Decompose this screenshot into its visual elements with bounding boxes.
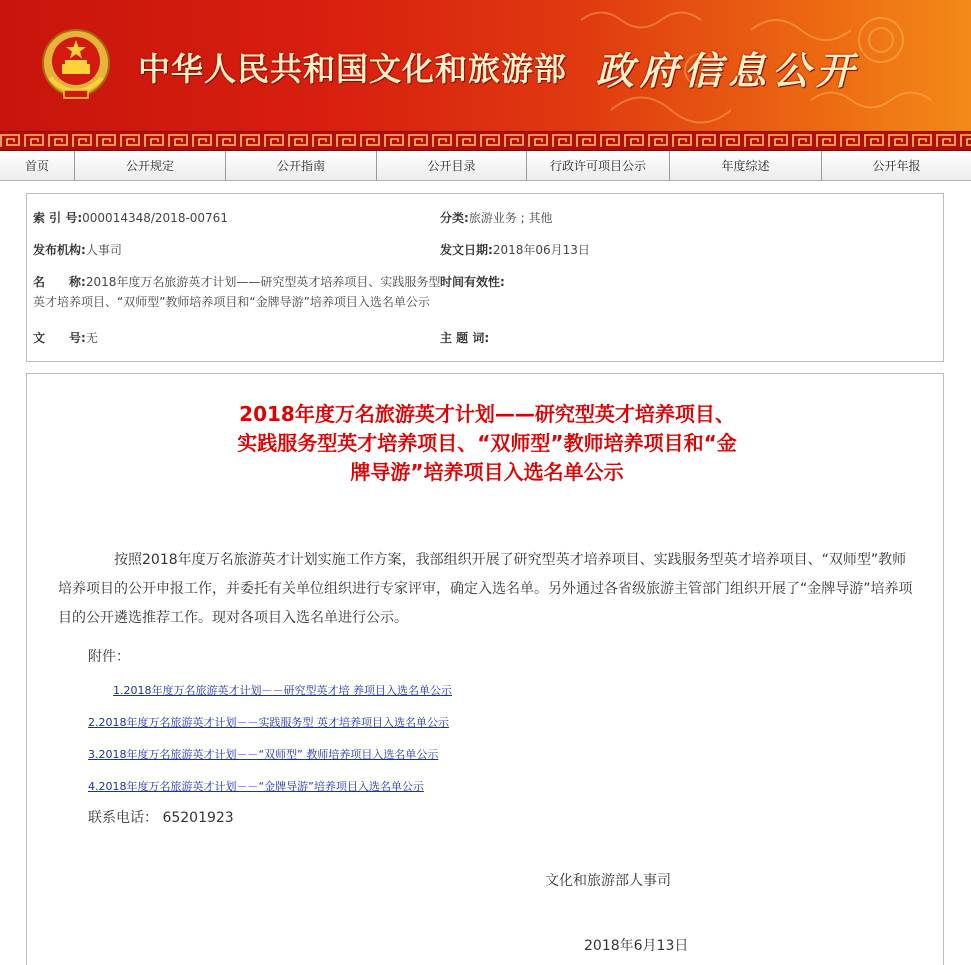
meta-category-label: 分类: xyxy=(440,211,469,225)
article-body: 按照2018年度万名旅游英才计划实施工作方案，我部组织开展了研究型英才培养项目、实践服务型英才培养项目、“双师型”教师培养项目的公开申报工作，并委托有关单位组织进行专家评审，确定入选名单。另外通过各省级旅游主管部门组织开展了“金牌导游”培养项目的公开遴选推荐工作。现对各项目入选名单进行公示。 xyxy=(58,552,913,626)
document-metadata xyxy=(26,193,944,362)
meta-validity xyxy=(440,272,505,292)
meta-date xyxy=(440,240,590,260)
nav-regulations[interactable]: 公开规定 xyxy=(75,151,226,181)
meta-category-value: 旅游业务 ; 其他 xyxy=(468,211,553,225)
national-emblem-icon xyxy=(40,28,112,102)
meta-category xyxy=(440,208,553,228)
nav-annual-summary[interactable]: 年度综述 xyxy=(670,151,822,181)
meta-validity-label: 时间有效性: xyxy=(440,275,505,289)
nav-guide[interactable]: 公开指南 xyxy=(226,151,377,181)
meta-name-value: 2018年度万名旅游英才计划——研究型英才培养项目、实践服务型英才培养项目、“双师型”教师培养项目和“金牌导游”培养项目入选名单公示 xyxy=(33,275,441,309)
article-title: 2018年度万名旅游英才计划——研究型英才培养项目、实践服务型英才培养项目、“双师型”教师培养项目和“金牌导游”培养项目入选名单公示 xyxy=(237,402,737,484)
meta-date-value: 2018年06月13日 xyxy=(492,243,590,257)
contact-phone: 联系电话： 65201923 xyxy=(88,810,234,826)
meta-name xyxy=(33,272,443,312)
decorative-key-pattern xyxy=(0,132,971,150)
attachment-link-2[interactable]: 2.2018年度万名旅游英才计划－－实践服务型 英才培养项目入选名单公示 xyxy=(88,716,449,729)
signature-org: 文化和旅游部人事司 xyxy=(545,873,671,889)
article-content xyxy=(26,373,944,965)
greek-key-band xyxy=(0,131,971,151)
attachment-link-4[interactable]: 4.2018年度万名旅游英才计划－－“金牌导游”培养项目入选名单公示 xyxy=(88,780,424,793)
attachments-label: 附件： xyxy=(88,649,130,665)
nav-home[interactable]: 首页 xyxy=(0,151,75,181)
meta-index xyxy=(33,208,228,228)
meta-issuer xyxy=(33,240,122,260)
attachment-link-1[interactable]: 1.2018年度万名旅游英才计划－－研究型英才培 养项目入选名单公示 xyxy=(113,684,452,697)
meta-issuer-label: 发布机构: xyxy=(33,243,86,257)
signature-date: 2018年6月13日 xyxy=(584,938,689,954)
meta-keywords-label: 主 题 词: xyxy=(440,331,490,345)
nav-admin-license[interactable]: 行政许可项目公示 xyxy=(527,151,670,181)
main-nav xyxy=(0,151,971,181)
meta-name-label: 名 称: xyxy=(33,275,86,289)
site-subtitle: 政府信息公开 xyxy=(596,48,861,93)
attachment-link-3[interactable]: 3.2018年度万名旅游英才计划－－“双师型” 教师培养项目入选名单公示 xyxy=(88,748,439,761)
meta-keywords xyxy=(440,328,489,348)
site-header xyxy=(0,0,971,131)
meta-index-label: 索 引 号: xyxy=(33,211,83,225)
meta-docno-label: 文 号: xyxy=(33,331,86,345)
meta-date-label: 发文日期: xyxy=(440,243,493,257)
site-title: 中华人民共和国文化和旅游部 xyxy=(138,50,568,88)
meta-index-value: 000014348/2018-00761 xyxy=(82,211,228,225)
nav-annual-report[interactable]: 公开年报 xyxy=(872,159,921,173)
nav-catalog[interactable]: 公开目录 xyxy=(377,151,527,181)
meta-docno-value: 无 xyxy=(85,331,98,345)
meta-docno xyxy=(33,328,98,348)
meta-issuer-value: 人事司 xyxy=(85,243,122,257)
